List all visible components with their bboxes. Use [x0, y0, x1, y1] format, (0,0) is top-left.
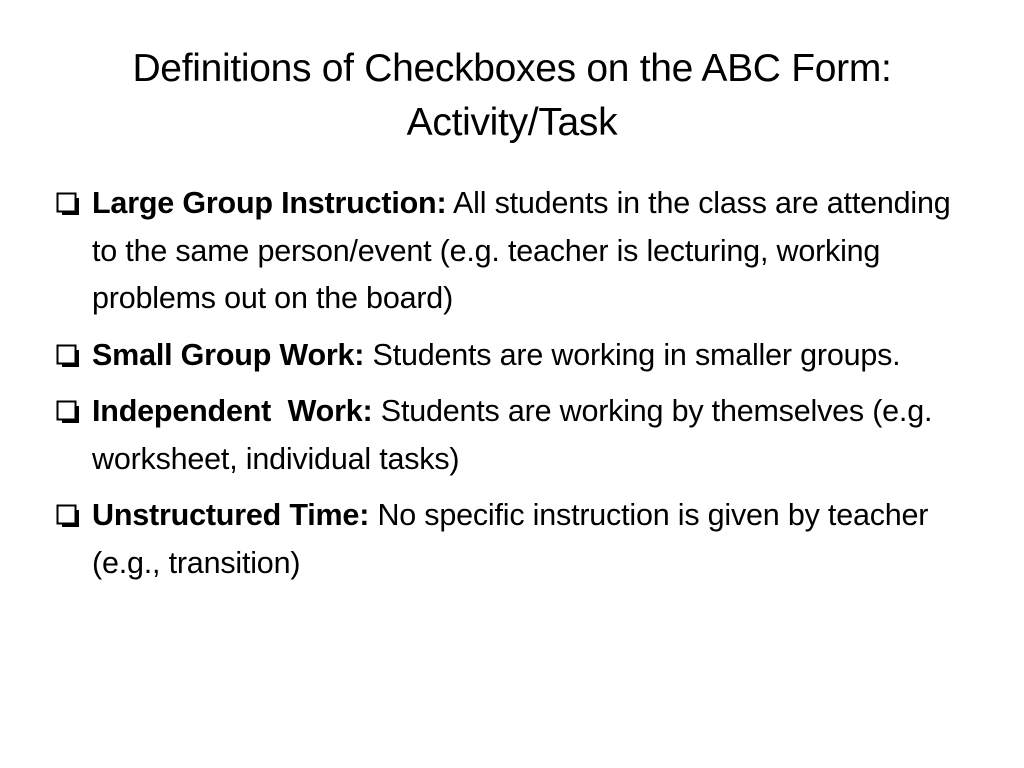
- bullet-item-unstructured-time: [52, 492, 962, 587]
- bullet-text: Students are working in smaller groups.: [372, 337, 901, 372]
- checkbox-icon: [56, 400, 80, 424]
- slide-title: [60, 42, 964, 150]
- bullet-term: Small Group Work:: [92, 337, 365, 372]
- slide-title-line-1: Definitions of Checkboxes on the ABC Form:: [132, 47, 892, 90]
- bullet-term: Independent Work:: [92, 394, 373, 428]
- checkbox-icon: [56, 192, 80, 216]
- bullet-text: No specific instruction is given by teacher (e.g., transition): [92, 498, 929, 580]
- bullet-text: All students in the class are attending to the same person/event (e.g. teacher is lecturing, working problems out on the board): [92, 186, 951, 315]
- bullet-term: Unstructured Time:: [92, 498, 370, 532]
- bullet-text: Students are working by themselves (e.g. worksheet, individual tasks): [92, 394, 933, 476]
- bullet-item-independent-work: [52, 388, 962, 483]
- bullet-item-small-group-work: [52, 332, 962, 380]
- bullet-list: [52, 180, 962, 596]
- slide-title-line-2: Activity/Task: [406, 101, 618, 144]
- bullet-term: Large Group Instruction:: [92, 186, 447, 220]
- checkbox-icon: [56, 344, 80, 368]
- bullet-item-large-group-instruction: [52, 180, 962, 323]
- checkbox-icon: [56, 504, 80, 528]
